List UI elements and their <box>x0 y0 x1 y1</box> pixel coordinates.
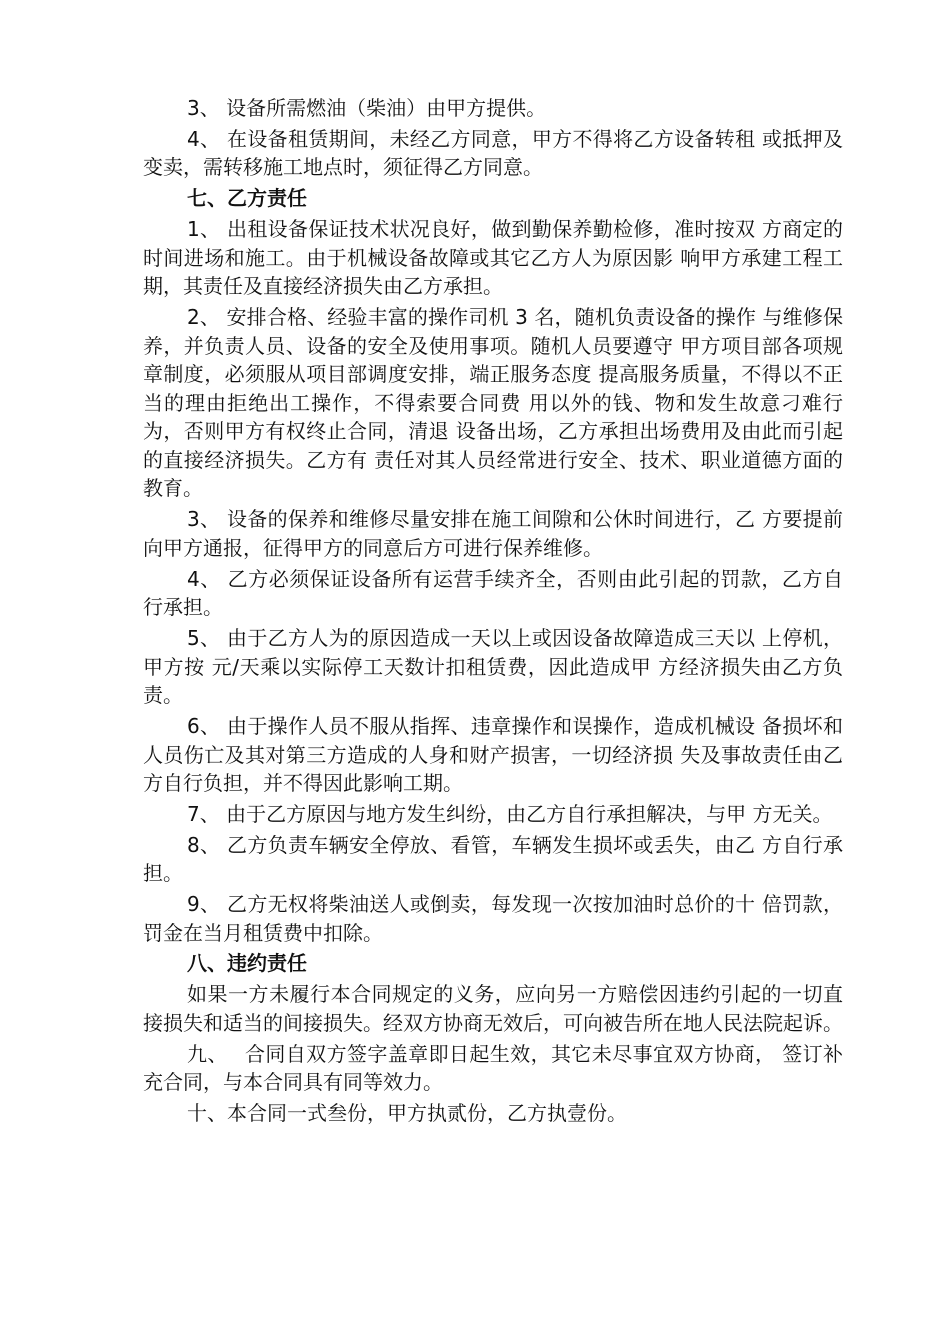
clause-b1-equipment-condition: 1、 出租设备保证技术状况良好，做到勤保养勤检修，准时按双 方商定的时间进场和施工。由于机械设备故障或其它乙方人为原因影 响甲方承建工程工期，其责任及直接经济损失由乙方承担。 <box>143 216 843 299</box>
clause-b5-downtime: 5、 由于乙方人为的原因造成一天以上或因设备故障造成三天以 上停机，甲方按 元/天乘以实际停工天数计扣租赁费，因此造成甲 方经济损失由乙方负责。 <box>143 626 843 708</box>
clause-b3-maintenance: 3、 设备的保养和维修尽量安排在施工间隙和公休时间进行，乙 方要提前向甲方通报，征得甲方的同意后方可进行保养维修。 <box>143 507 843 560</box>
document-body <box>143 94 843 1130</box>
clause-ten-copies: 十、本合同一式叁份，甲方执贰份，乙方执壹份。 <box>187 1101 627 1125</box>
clause-b6-operator-errors: 6、 由于操作人员不服从指挥、违章操作和误操作，造成机械设 备损坏和人员伤亡及其对第三方造成的人身和财产损害，一切经济损 失及事故责任由乙方自行负担，并不得因此影响工期。 <box>143 713 843 796</box>
clause-b4-permits: 4、 乙方必须保证设备所有运营手续齐全，否则由此引起的罚款，乙方自行承担。 <box>143 566 843 620</box>
clause-breach-compensation: 如果一方未履行本合同规定的义务，应向另一方赔偿因违约引起的一切直接损失和适当的间接损失。经双方协商无效后，可向被告所在地人民法院起诉。 <box>143 982 843 1035</box>
clause-b2-operators: 2、 安排合格、经验丰富的操作司机 3 名，随机负责设备的操作 与维修保养，并负责人员、设备的安全及使用事项。随机人员要遵守 甲方项目部各项规章制度，必须服从项目部调度安排，端正服务态度 提高服务质量，不得以不正当的理由拒绝出工操作，不得索要合同费 用以外的钱、物和发生故意刁难行为，否则甲方有权终止合同，清退 设备出场，乙方承担出场费用及由此而引起的直接经济损失。乙方有 责任对其人员经常进行安全、技术、职业道德方面的教育。 <box>143 304 843 501</box>
clause-b8-vehicle-parking: 8、 乙方负责车辆安全停放、看管，车辆发生损坏或丢失，由乙 方自行承担。 <box>143 832 843 886</box>
section-heading-party-b-responsibility: 七、乙方责任 <box>187 186 307 211</box>
clause-3-fuel: 3、 设备所需燃油（柴油）由甲方提供。 <box>187 96 547 120</box>
clause-b9-diesel-resale: 9、 乙方无权将柴油送人或倒卖，每发现一次按加油时总价的十 倍罚款，罚金在当月租赁费中扣除。 <box>143 892 843 945</box>
clause-b7-local-disputes: 7、 由于乙方原因与地方发生纠纷，由乙方自行承担解决，与甲 方无关。 <box>187 801 833 826</box>
section-heading-breach-liability: 八、违约责任 <box>187 951 307 976</box>
clause-nine-effectiveness: 九、 合同自双方签字盖章即日起生效，其它未尽事宜双方协商， 签订补充合同，与本合同具有同等效力。 <box>143 1041 843 1095</box>
clause-4-sublease: 4、 在设备租赁期间，未经乙方同意，甲方不得将乙方设备转租 或抵押及变卖，需转移施工地点时，须征得乙方同意。 <box>143 126 843 180</box>
